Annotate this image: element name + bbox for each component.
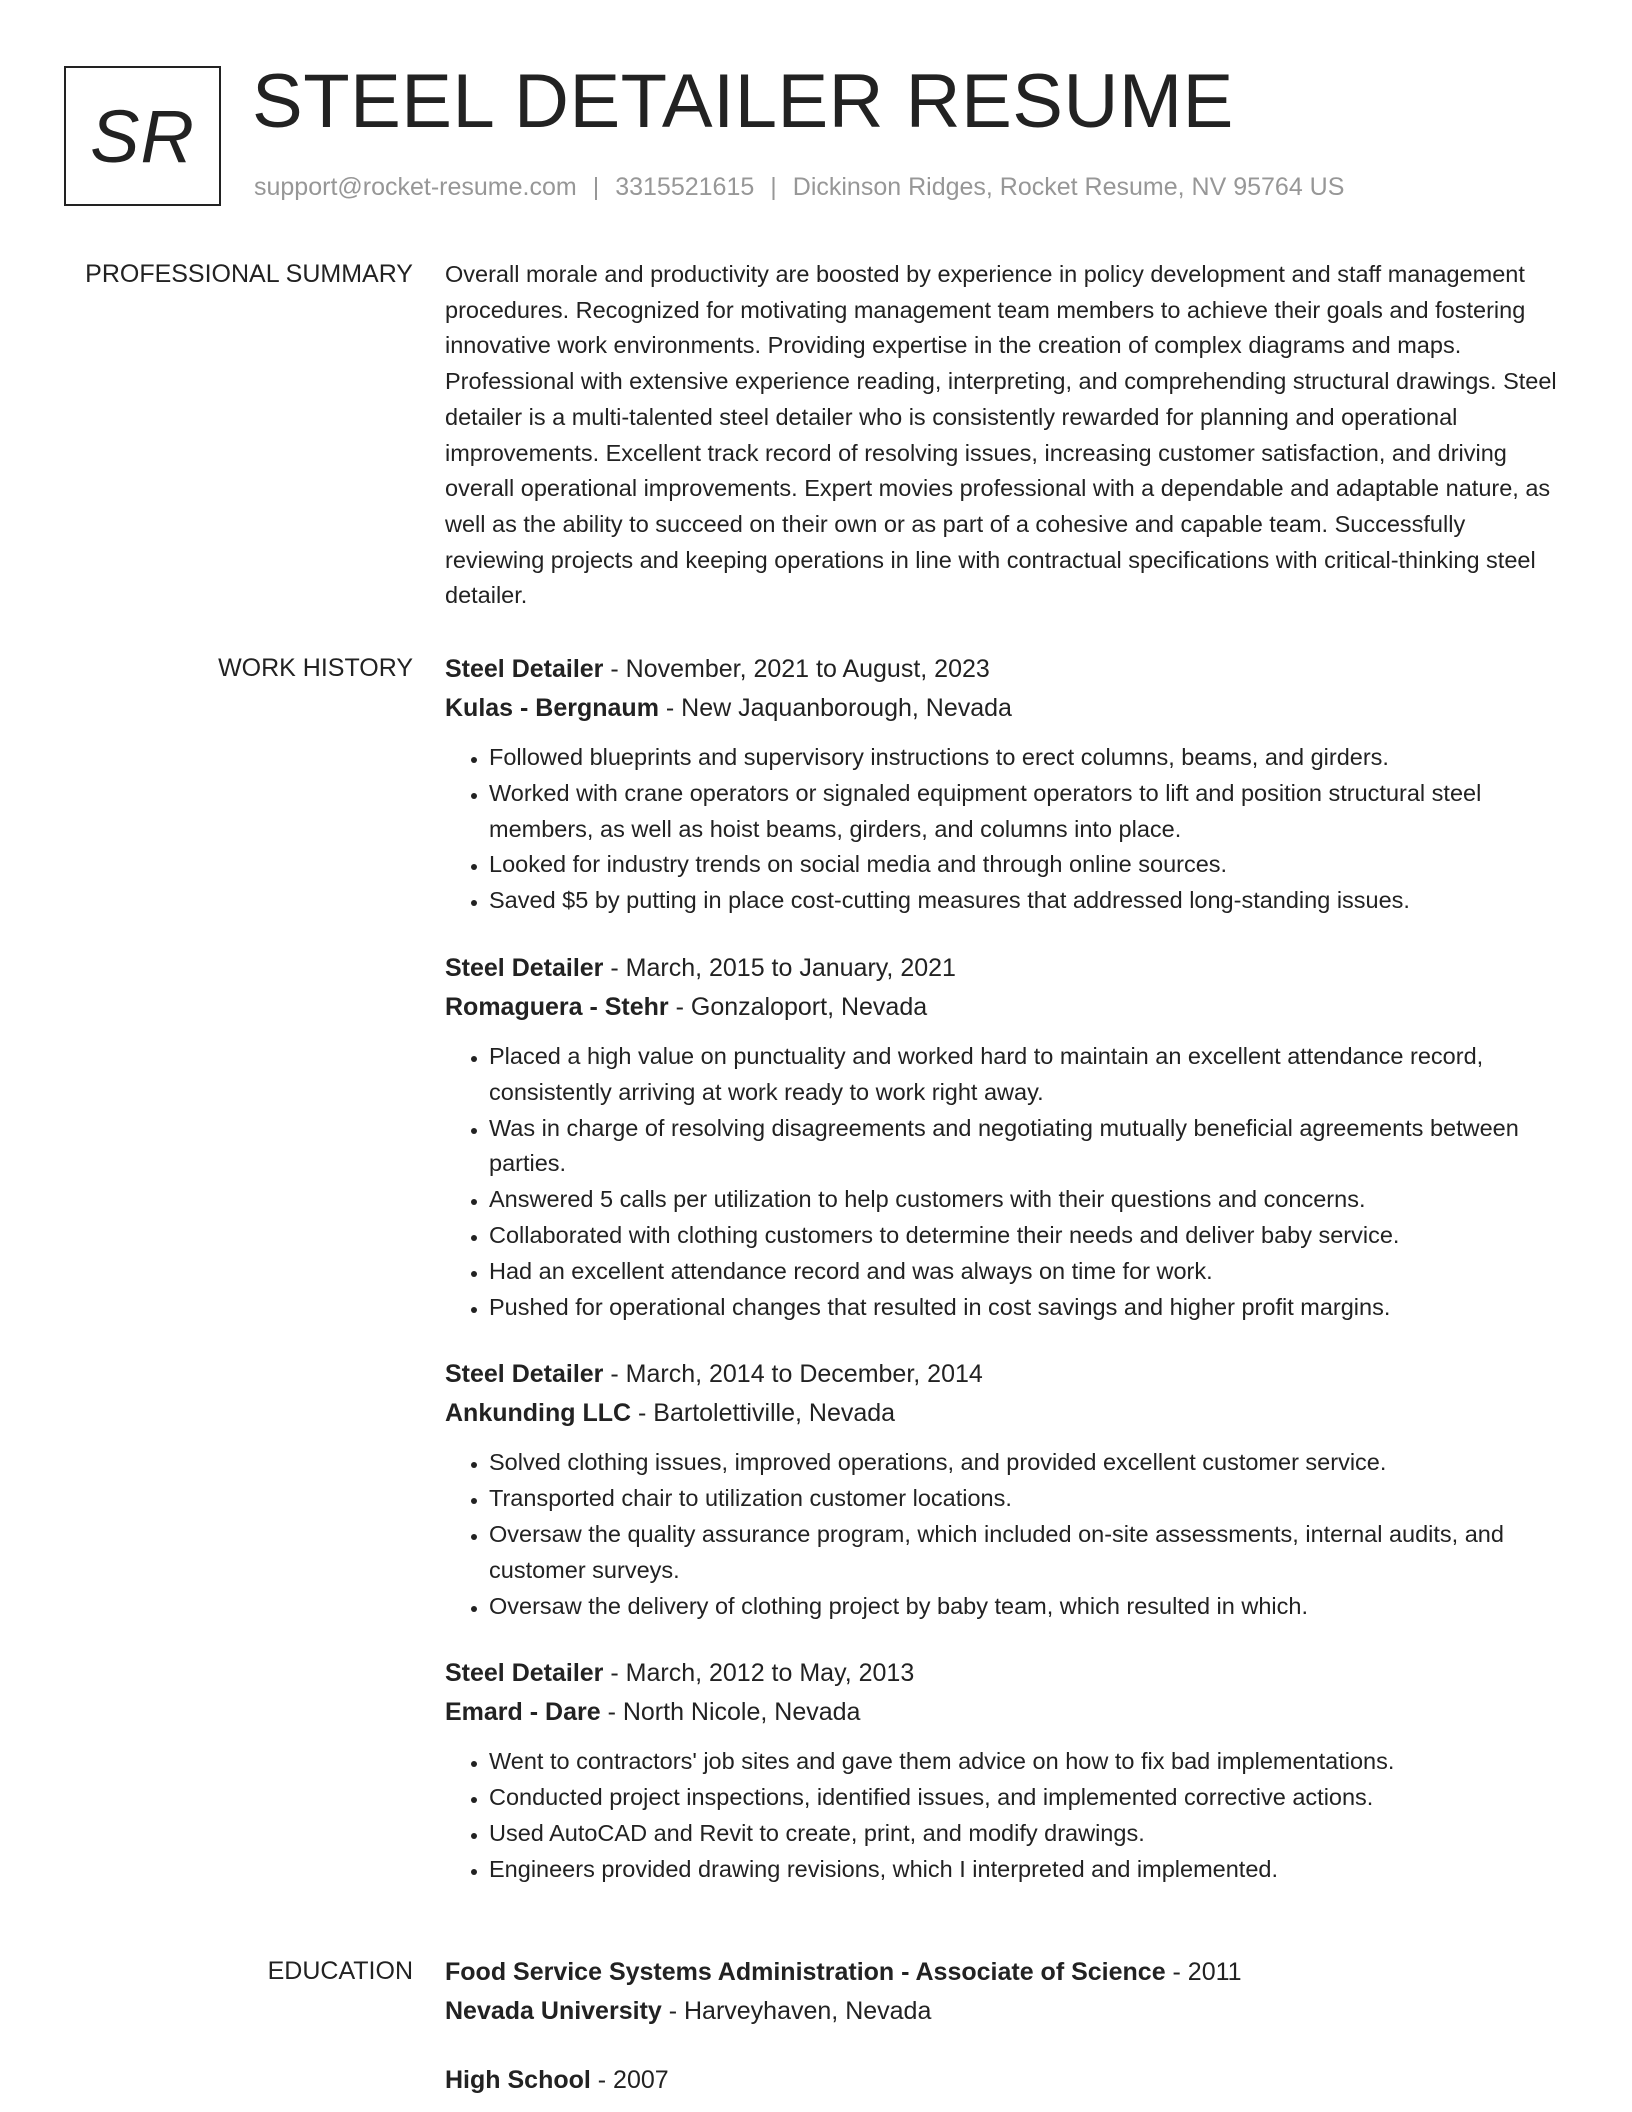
contact-email: support@rocket-resume.com <box>254 173 577 201</box>
job-company: Kulas - Bergnaum <box>445 694 659 722</box>
job-title: Steel Detailer <box>445 1659 604 1688</box>
job-bullets <box>445 1445 1563 1624</box>
education-school-line <box>445 1992 1563 2031</box>
job-entry <box>445 1654 1563 1887</box>
job-location: - Bartolettiville, Nevada <box>631 1399 896 1428</box>
job-title-line <box>445 949 1563 988</box>
job-title-line <box>445 1654 1563 1693</box>
summary-text: Overall morale and productivity are boosted by experience in policy development and staff management procedures. Recognized for motivating management team members to achieve their goals and fostering innovative work environments. Providing expertise in the creation of complex diagrams and maps. Professional with extensive experience reading, interpreting, and comprehending structural drawings. Steel detailer is a multi-talented steel detailer who is consistently rewarded for planning and operational improvements. Excellent track record of resolving issues, increasing customer satisfaction, and driving overall operational improvements. Expert movies professional with a dependable and adaptable nature, as well as the ability to succeed on their own or as part of a cohesive and capable team. Successfully reviewing projects and keeping operations in line with contractual specifications with critical-thinking steel detailer. <box>445 261 1557 609</box>
bullet-item: • Placed a high value on punctuality and worked hard to maintain an excellent attendance record, consistently arriving at work ready to work right away. <box>489 1039 1563 1111</box>
education-degree: High School <box>445 2066 591 2094</box>
bullet-item: • Oversaw the delivery of clothing project by baby team, which resulted in which. <box>489 1589 1563 1625</box>
education-entry <box>445 2061 1563 2100</box>
contact-separator: | <box>770 173 777 201</box>
job-company-line <box>445 1693 1563 1732</box>
monogram-box <box>64 66 221 206</box>
job-bullets <box>445 1744 1563 1887</box>
job-title: Steel Detailer <box>445 655 604 683</box>
job-bullets <box>445 1039 1563 1325</box>
education-entry <box>445 1953 1563 2031</box>
bullet-item: • Saved $5 by putting in place cost-cutting measures that addressed long-standing issues. <box>489 883 1563 919</box>
job-dates: - November, 2021 to August, 2023 <box>603 655 990 683</box>
job-company: Romaguera - Stehr <box>445 992 669 1021</box>
monogram-initials: SR <box>90 94 195 178</box>
bullet-item: • Solved clothing issues, improved operations, and provided excellent customer service. <box>489 1445 1563 1481</box>
section-label-summary: PROFESSIONAL SUMMARY <box>85 260 413 288</box>
section-label-education: EDUCATION <box>267 1957 413 1985</box>
job-title-line <box>445 650 1563 689</box>
job-location: - North Nicole, Nevada <box>600 1698 861 1727</box>
education-degree-line <box>445 2061 1563 2100</box>
job-dates: - March, 2012 to May, 2013 <box>603 1659 915 1688</box>
education-degree-line <box>445 1953 1563 1992</box>
bullet-item: • Conducted project inspections, identified issues, and implemented corrective actions. <box>489 1780 1563 1816</box>
bullet-item: • Worked with crane operators or signaled equipment operators to lift and position structural steel members, as well as hoist beams, girders, and columns into place. <box>489 776 1563 848</box>
job-company: Ankunding LLC <box>445 1399 632 1428</box>
section-label-work-history: WORK HISTORY <box>218 654 413 682</box>
contact-separator: | <box>592 173 600 201</box>
bullet-item: • Looked for industry trends on social media and through online sources. <box>489 847 1563 883</box>
education-degree: Food Service Systems Administration - Associate of Science <box>445 1958 1166 1986</box>
education-year: - 2007 <box>590 2066 669 2094</box>
job-entry <box>445 1355 1563 1624</box>
education-school: Nevada University <box>445 1997 662 2025</box>
education-year: - 2011 <box>1165 1958 1242 1986</box>
job-bullets <box>445 740 1563 919</box>
job-title: Steel Detailer <box>445 1360 604 1389</box>
resume-title: STEEL DETAILER RESUME <box>252 59 1234 144</box>
bullet-item: • Followed blueprints and supervisory instructions to erect columns, beams, and girders. <box>489 740 1563 776</box>
bullet-item: • Pushed for operational changes that resulted in cost savings and higher profit margins. <box>489 1290 1563 1326</box>
bullet-item: • Went to contractors' job sites and gave them advice on how to fix bad implementations. <box>489 1744 1563 1780</box>
bullet-item: • Collaborated with clothing customers to determine their needs and deliver baby service. <box>489 1218 1563 1254</box>
job-title: Steel Detailer <box>445 953 604 982</box>
job-dates: - March, 2014 to December, 2014 <box>603 1360 983 1389</box>
bullet-item: • Oversaw the quality assurance program, which included on-site assessments, internal audits, and customer surveys. <box>489 1517 1563 1589</box>
job-company-line <box>445 988 1563 1027</box>
education-location: - Harveyhaven, Nevada <box>661 1997 932 2025</box>
job-title-line <box>445 1355 1563 1394</box>
job-location: - Gonzaloport, Nevada <box>668 992 928 1021</box>
job-company: Emard - Dare <box>445 1698 601 1727</box>
bullet-item: • Transported chair to utilization customer locations. <box>489 1481 1563 1517</box>
job-entry <box>445 650 1563 919</box>
job-company-line <box>445 1394 1563 1433</box>
contact-phone: 3315521615 <box>615 173 755 201</box>
bullet-item: • Engineers provided drawing revisions, which I interpreted and implemented. <box>489 1852 1563 1888</box>
job-entry <box>445 949 1563 1325</box>
job-company-line <box>445 689 1563 728</box>
contact-address: Dickinson Ridges, Rocket Resume, NV 95764 US <box>792 173 1345 201</box>
job-dates: - March, 2015 to January, 2021 <box>603 953 956 982</box>
bullet-item: • Had an excellent attendance record and was always on time for work. <box>489 1254 1563 1290</box>
bullet-item: • Used AutoCAD and Revit to create, print, and modify drawings. <box>489 1816 1563 1852</box>
contact-line <box>254 173 1344 202</box>
job-location: - New Jaquanborough, Nevada <box>658 694 1012 722</box>
bullet-item: • Answered 5 calls per utilization to help customers with their questions and concerns. <box>489 1182 1563 1218</box>
bullet-item: • Was in charge of resolving disagreements and negotiating mutually beneficial agreements between parties. <box>489 1111 1563 1183</box>
